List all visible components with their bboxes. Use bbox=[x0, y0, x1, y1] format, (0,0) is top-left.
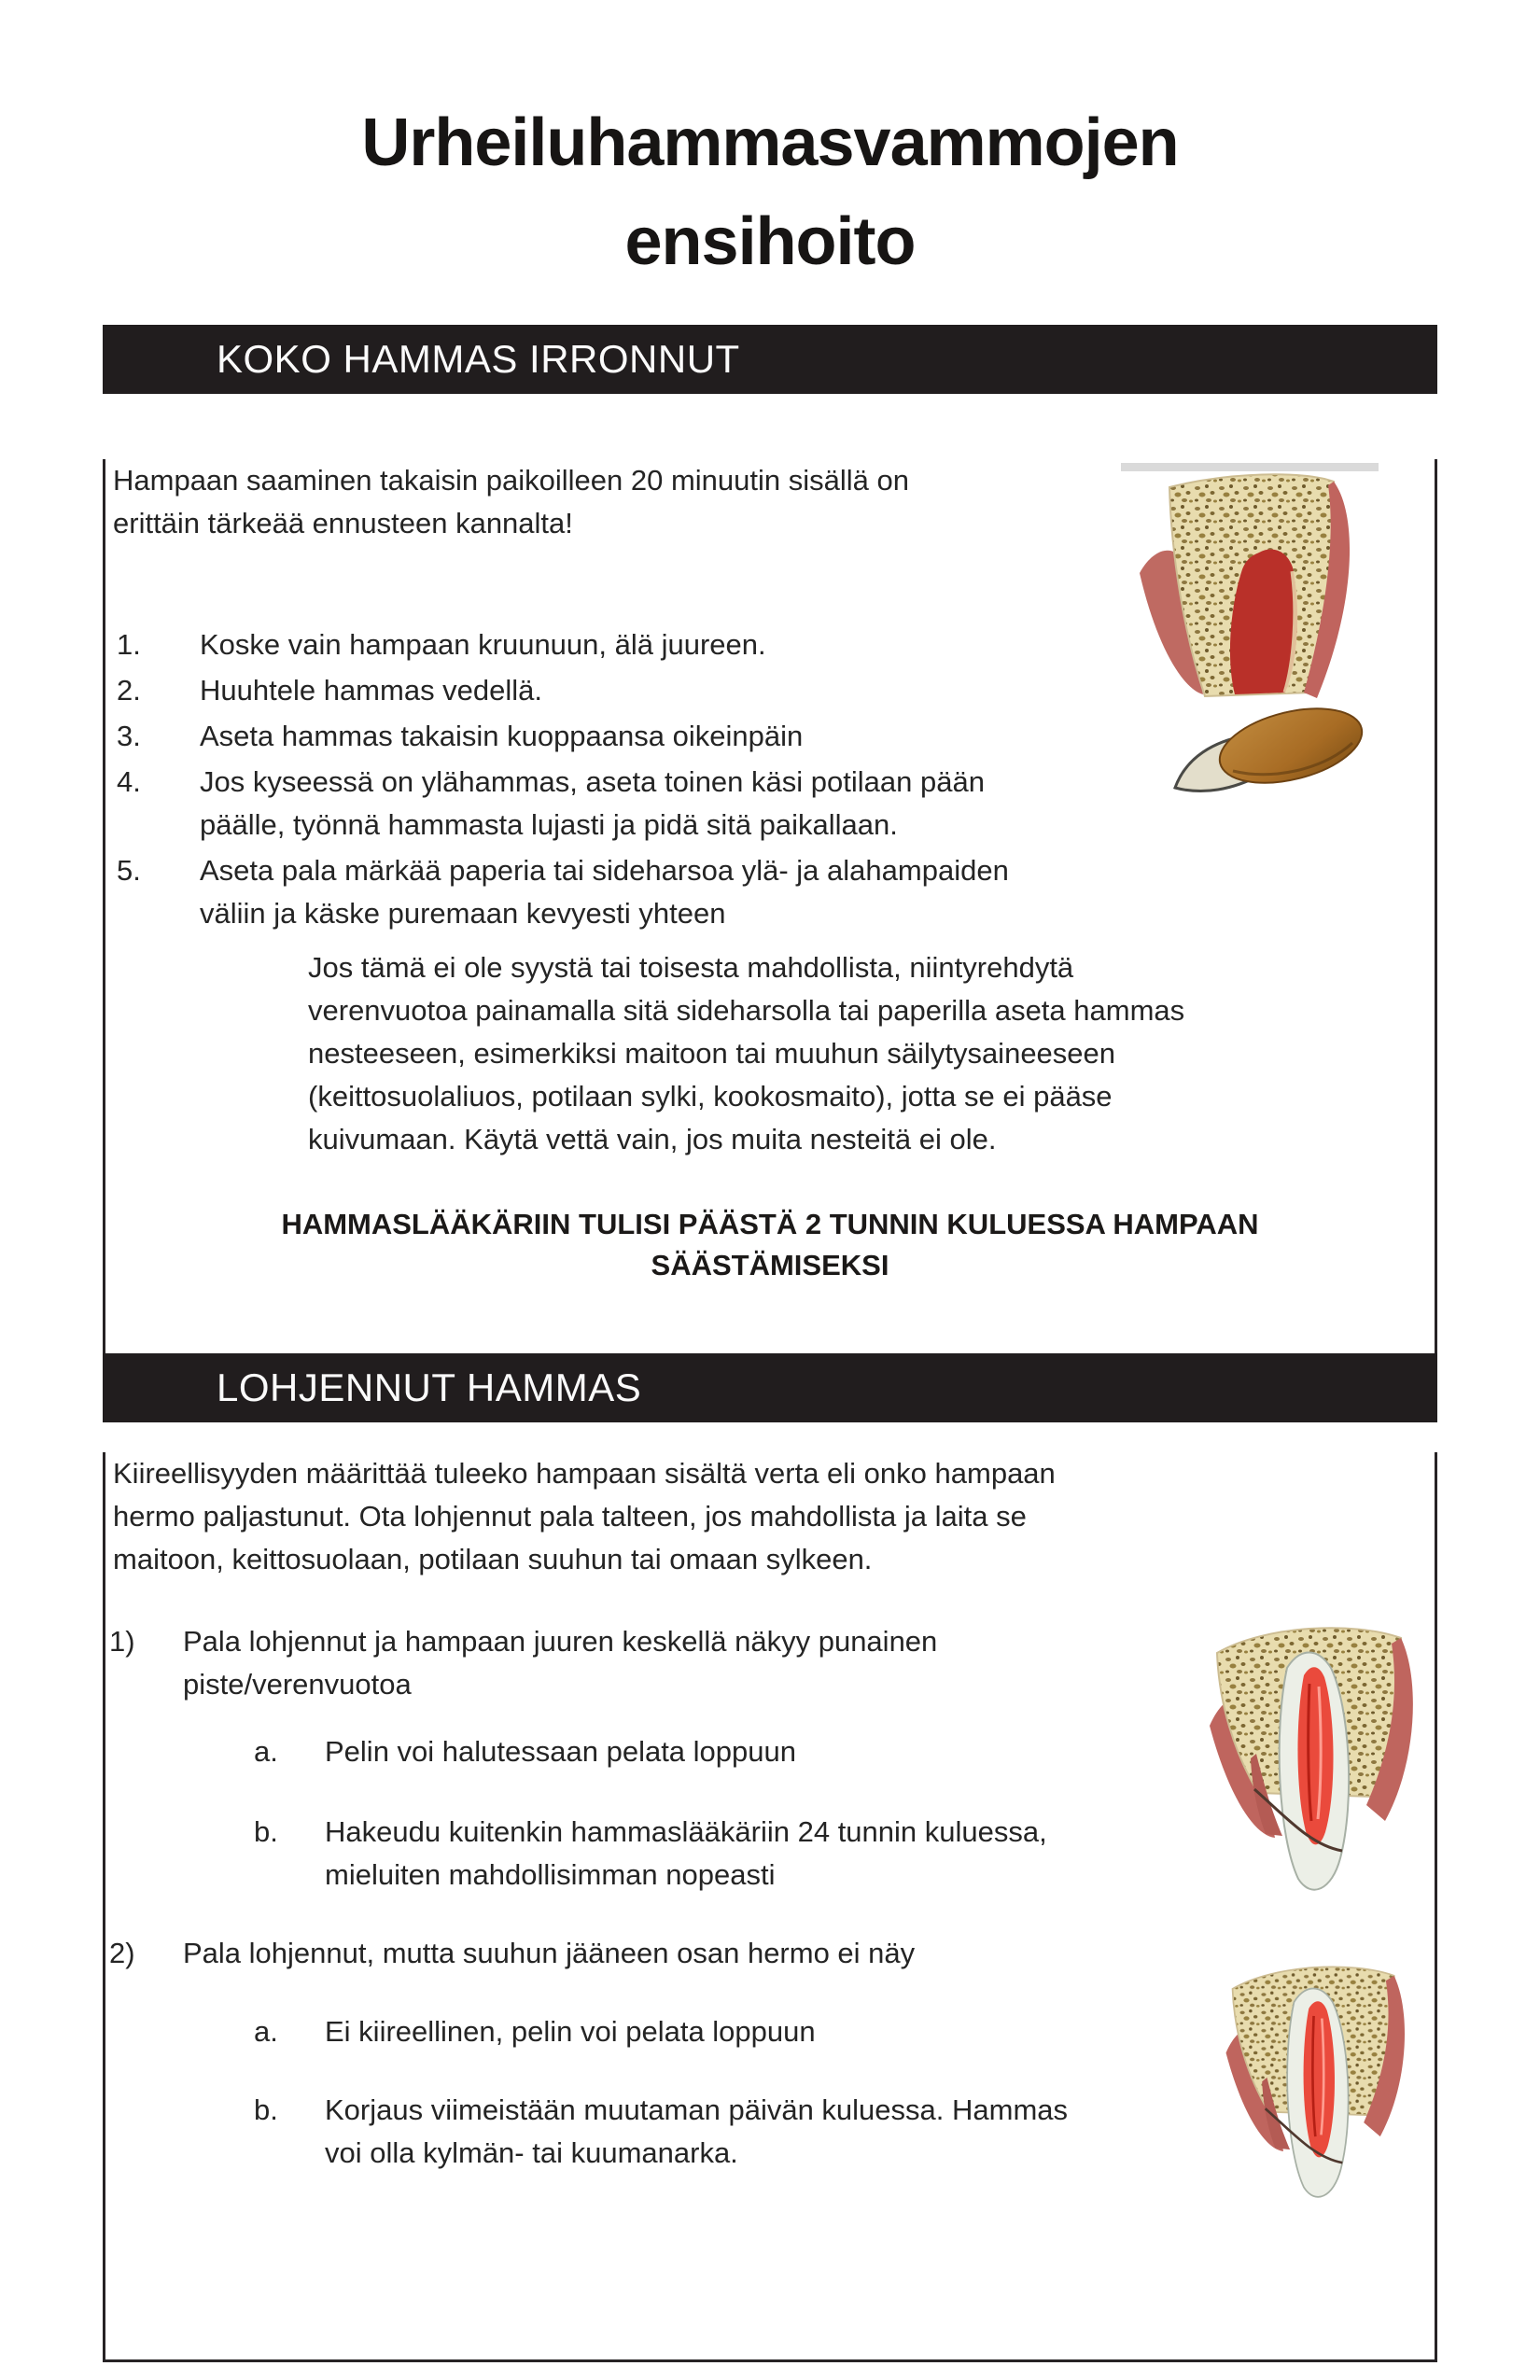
page-title-line2: ensihoito bbox=[624, 204, 916, 279]
avulsed-tooth bbox=[1175, 695, 1369, 796]
case-number: 2) bbox=[109, 1937, 135, 1969]
step-text: Aseta pala märkää paperia tai sideharsoa ylä- ja alahampaiden väliin ja käske puremaan kevyesti yhteen bbox=[200, 854, 1009, 930]
intro-paragraph: Kiireellisyyden määrittää tuleeko hampaan sisältä verta eli onko hampaan hermo paljastunut. Ota lohjennut pala talteen, jos mahdollista ja laita se maitoon, keittosuolaan, potilaan suuhun tai omaan sylkeen. bbox=[113, 1457, 1056, 1575]
case-number: 1) bbox=[109, 1625, 135, 1658]
sub-item-text: Korjaus viimeistään muutaman päivän kuluessa. Hammas voi olla kylmän- tai kuumanarka. bbox=[325, 2093, 1069, 2169]
case-text: Pala lohjennut ja hampaan juuren keskellä näkyy punainen piste/verenvuotoa bbox=[183, 1625, 938, 1701]
step-text: Huuhtele hammas vedellä. bbox=[200, 674, 543, 707]
sub-item-text: Ei kiireellinen, pelin voi pelata loppuun bbox=[325, 2015, 816, 2048]
step-number: 5. bbox=[117, 854, 141, 887]
sub-item-text: Hakeudu kuitenkin hammaslääkäriin 24 tunnin kuluessa, mieluiten mahdollisimman nopeasti bbox=[325, 1815, 1047, 1891]
sub-item-letter: b. bbox=[254, 1815, 278, 1848]
dentist-deadline-warning: HAMMASLÄÄKÄRIIN TULISI PÄÄSTÄ 2 TUNNIN KULUESSA HAMPAAN SÄÄSTÄMISEKSI bbox=[281, 1208, 1259, 1281]
intro-paragraph: Hampaan saaminen takaisin paikoilleen 20 minuutin sisällä on erittäin tärkeää ennusteen kannalta! bbox=[113, 464, 909, 539]
empty-tooth-socket-and-avulsed-tooth-illustration bbox=[1121, 463, 1379, 818]
sub-item-letter: a. bbox=[254, 1735, 278, 1768]
section-header-lohjennut-hammas: LOHJENNUT HAMMAS bbox=[103, 1353, 1437, 1422]
step-text: Aseta hammas takaisin kuoppaansa oikeinpäin bbox=[200, 720, 804, 752]
sub-item-text: Pelin voi halutessaan pelata loppuun bbox=[325, 1735, 796, 1768]
step-text: Koske vain hampaan kruunuun, älä juureen. bbox=[200, 628, 766, 661]
section-body-lohjennut-hammas bbox=[103, 1452, 1437, 2362]
step-text: Jos kyseessä on ylähammas, aseta toinen käsi potilaan pään päälle, työnnä hammasta lujasti ja pidä sitä paikallaan. bbox=[200, 765, 985, 841]
step-number: 3. bbox=[117, 720, 141, 752]
note-paragraph: Jos tämä ei ole syystä tai toisesta mahdollista, niintyrehdytä verenvuotoa painamalla sitä sideharsolla tai paperilla aseta hammas nesteeseen, esimerkiksi maitoon tai muuhun säilytysaineeseen (keittosuolaliuos, potilaan sylki, kookosmaito), jotta se ei pääse kuivumaan. Käytä vettä vain, jos muita nesteitä ei ole. bbox=[308, 951, 1185, 1155]
step-number: 1. bbox=[117, 628, 141, 661]
sub-item-letter: b. bbox=[254, 2093, 278, 2126]
chipped-tooth-cross-section-pulp-bleeding-illustration bbox=[1200, 1614, 1420, 1922]
case-text: Pala lohjennut, mutta suuhun jääneen osan hermo ei näy bbox=[183, 1937, 916, 1969]
chipped-tooth-cross-section-nerve-not-visible-illustration bbox=[1211, 1954, 1417, 2225]
section-header-koko-hammas: KOKO HAMMAS IRRONNUT bbox=[103, 325, 1437, 394]
sub-item-letter: a. bbox=[254, 2015, 278, 2048]
list-item bbox=[105, 849, 1435, 935]
step-number: 4. bbox=[117, 765, 141, 798]
section-body-koko-hammas bbox=[103, 459, 1437, 1370]
page-title-line1: Urheiluhammasvammojen bbox=[361, 105, 1179, 180]
section-whole-tooth-knocked-out bbox=[103, 325, 1437, 1370]
section-chipped-tooth bbox=[103, 1353, 1437, 2362]
step-number: 2. bbox=[117, 674, 141, 707]
